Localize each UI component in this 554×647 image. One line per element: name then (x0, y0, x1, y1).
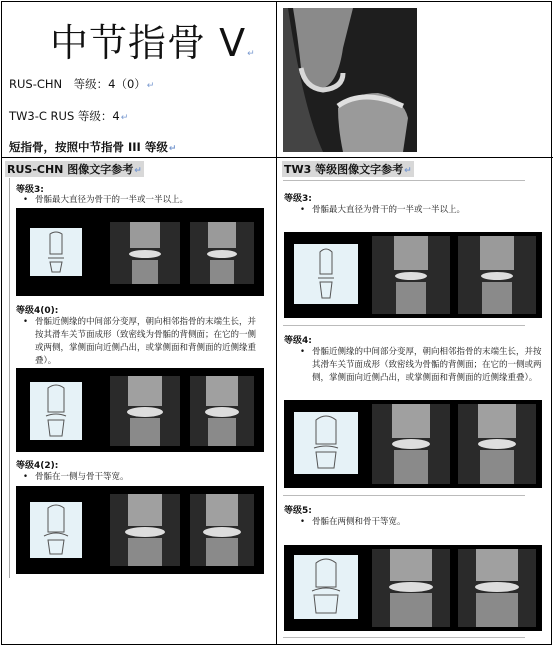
right-grade-5-drawing (294, 555, 358, 619)
left-grade-3-text: • 骨骺最大直径为骨干的一半或一半以上。 (35, 194, 265, 207)
left-grade-4-2-drawing (30, 502, 82, 558)
right-grade-3-xray-1 (372, 236, 450, 314)
column-divider (276, 1, 277, 645)
right-grade-3-images (284, 232, 542, 318)
tw3-grade: TW3-C RUS 等级：4↵ (9, 109, 129, 123)
page-title: 中节指骨 V↵ (50, 21, 256, 65)
left-section-header: RUS-CHN 图像文字参考↵ (7, 163, 142, 176)
left-grade-3-xray-1 (110, 222, 180, 284)
right-section-header: TW3 等级图像文字参考↵ (284, 163, 412, 176)
left-grade-4-0-xray-1 (110, 376, 180, 446)
right-grade-3: 等级3: (284, 194, 312, 204)
right-grade-3-drawing (294, 244, 358, 304)
left-grade-3-drawing (30, 228, 82, 276)
left-grade-4-2-images (16, 486, 264, 574)
rus-chn-grade: RUS-CHN 等级：4（0）↵ (9, 77, 155, 91)
short-bone-note: 短指骨，按照中节指骨 III 等级↵ (9, 140, 177, 154)
right-grade-5-text: • 骨骺在两侧和骨干等宽。 (312, 516, 542, 529)
right-grade-5-images (284, 545, 542, 631)
right-grade-4-images (284, 400, 542, 488)
right-grade-3-xray-2 (458, 236, 536, 314)
right-separator-3 (283, 495, 525, 496)
left-grade-4-0-images (16, 368, 264, 452)
left-grade-4-0: 等级4(0): (16, 306, 59, 316)
right-grade-5-xray-1 (372, 549, 450, 627)
left-grade-4-2-xray-1 (110, 494, 180, 566)
right-grade-5: 等级5: (284, 506, 312, 516)
left-grade-4-0-drawing (30, 382, 82, 440)
left-grade-4-2: 等级4(2): (16, 461, 59, 471)
left-rule (9, 178, 10, 578)
right-grade-4-xray-2 (458, 404, 536, 484)
right-separator-1 (283, 180, 525, 181)
right-grade-4: 等级4: (284, 336, 312, 346)
right-grade-3-text: • 骨骺最大直径为骨干的一半或一半以上。 (312, 204, 542, 217)
right-grade-5-xray-2 (458, 549, 536, 627)
left-grade-4-2-xray-2 (190, 494, 254, 566)
right-grade-4-text: • 骨骺近侧缘的中间部分变厚，朝向相邻指骨的末端生长，并按其滑车关节面成形（致密线为骨骺的背侧面；在它的一侧或两侧，掌侧面向近侧凸出，或掌侧面和背侧面的近侧缘重叠）。 (312, 346, 544, 385)
right-grade-4-xray-1 (372, 404, 450, 484)
row-divider (1, 157, 553, 158)
left-grade-3-images (16, 208, 264, 296)
left-grade-4-0-text: • 骨骺近侧缘的中间部分变厚，朝向相邻指骨的末端生长，并按其滑车关节面成形（致密线为骨骺的背侧面；在它的一侧或两侧，掌侧面向近侧凸出，或掌侧面和背侧面的近侧缘重叠）。 (35, 316, 263, 368)
right-grade-4-drawing (294, 412, 358, 474)
left-grade-4-2-text: • 骨骺在一侧与骨干等宽。 (35, 471, 263, 484)
right-separator-2 (283, 325, 525, 326)
left-grade-3: 等级3: (16, 185, 44, 195)
left-grade-4-0-xray-2 (190, 376, 254, 446)
right-separator-4 (283, 637, 525, 638)
finger-xray-image (283, 8, 417, 152)
left-grade-3-xray-2 (190, 222, 254, 284)
